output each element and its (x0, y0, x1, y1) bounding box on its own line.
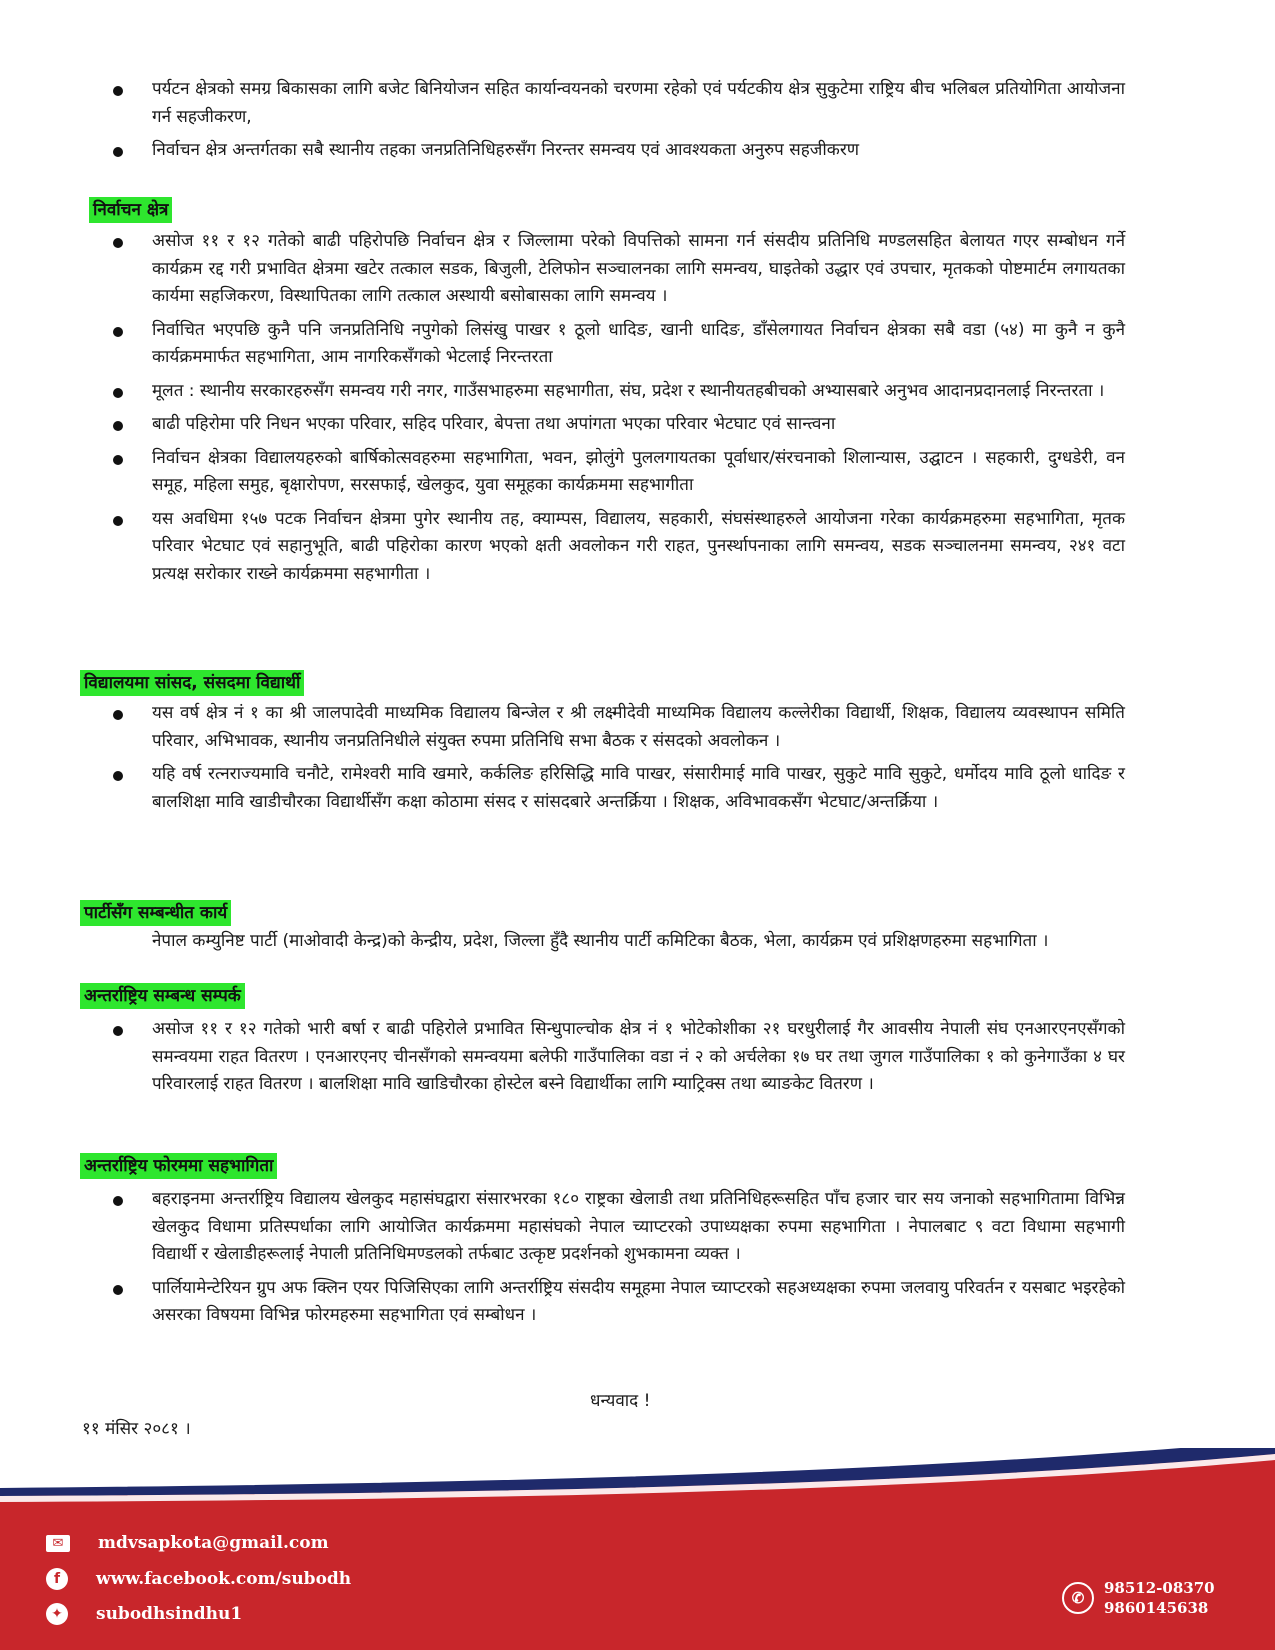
list-item: यस अवधिमा १५७ पटक निर्वाचन क्षेत्रमा पुगेर स्थानीय तह, क्याम्पस, विद्यालय, सहकारी, संघसंस्थाहरुले आयोजना गरेका कार्यक्रमहरुमा सहभागिता, मृतक परिवार भेटघाट एवं सहानुभूति, बाढी पहिरोका कारण भएको क्षती अवलोकन गरी राहत, पुनर्स्थापनाका लागि समन्वय, सडक सञ्चालनमा समन्वय, २४१ वटा प्रत्यक्ष सरोकार राख्ने कार्यक्रममा सहभागीता । (0, 506, 1275, 589)
email-link[interactable]: mdvsapkota@gmail.com (98, 1533, 329, 1553)
phone-contact (1062, 1578, 1215, 1618)
section-body (0, 228, 1275, 588)
list-item: मूलत : स्थानीय सरकारहरुसँग समन्वय गरी नगर, गाउँसभाहरुमा सहभागीता, संघ, प्रदेश र स्थानीयतहबीचको अभ्यासबारे अनुभव आदानप्रदानलाई निरन्तरता । (0, 378, 1275, 406)
document-date: ११ मंसिर २०८१ । (82, 1419, 191, 1439)
phone-number[interactable]: 9860145638 (1104, 1599, 1209, 1617)
list-item: यस वर्ष क्षेत्र नं १ का श्री जालपादेवी माध्यमिक विद्यालय बिन्जेल र श्री लक्ष्मीदेवी माध्यमिक विद्यालय कल्लेरीका विद्यार्थी, शिक्षक, विद्यालय व्यवस्थापन समिति परिवार, अभिभावक, स्थानीय जनप्रतिनिधीले संयुक्त रुपमा प्रतिनिधि सभा बैठक र संसदको अवलोकन । (0, 700, 1275, 755)
list-item: बाढी पहिरोमा परि निधन भएका परिवार, सहिद परिवार, बेपत्ता तथा अपांगता भएका परिवार भेटघाट एवं सान्त्वना (0, 411, 1275, 439)
bullet-icon (113, 710, 123, 720)
bullet-icon (113, 1026, 123, 1036)
facebook-icon: f (46, 1568, 68, 1590)
bullet-icon (113, 147, 123, 157)
email-contact[interactable] (46, 1533, 329, 1553)
bullet-icon (113, 1196, 123, 1206)
section-body (0, 1186, 1275, 1330)
list-item: यहि वर्ष रत्नराज्यमावि चनौटे, रामेश्वरी मावि खमारे, कर्कलिङ हरिसिद्धि मावि पाखर, संसारीमाई मावि पाखर, सुकुटे मावि सुकुटे, धर्मोदय मावि ठूलो धादिङ र बालशिक्षा मावि खाडीचौरका विद्यार्थीसँग कक्षा कोठामा संसद र सांसदबारे अन्तर्क्रिया । शिक्षक, अविभावकसँग भेटघाट/अन्तर्क्रिया । (0, 761, 1275, 816)
phone-number[interactable]: 98512-08370 (1104, 1579, 1215, 1597)
list-item: असोज ११ र १२ गतेको भारी बर्षा र बाढी पहिरोले प्रभावित सिन्धुपाल्चोक क्षेत्र नं १ भोटेकोशीका २१ घरधुरीलाई गैर आवसीय नेपाली संघ एनआरएनएसँगको समन्वयमा राहत वितरण । एनआरएनए चीनसँगको समन्वयमा बलेफी गाउँपालिका वडा नं २ को अर्चलेका १७ घर तथा जुगल गाउँपालिका १ को कुनेगाउँका ४ घर परिवारलाई राहत वितरण । बालशिक्षा मावि खाडिचौरका होस्टेल बस्ने विद्यार्थीका लागि म्याट्रिक्स तथा ब्याङकेट वितरण । (0, 1016, 1275, 1099)
list-item: पार्लियामेन्टेरियन ग्रुप अफ क्लिन एयर पिजिसिएका लागि अन्तर्राष्ट्रिय संसदीय समूहमा नेपाल च्याप्टरको सहअध्यक्षका रुपमा जलवायु परिवर्तन र यसबाट भइरहेको असरका विषयमा विभिन्न फोरमहरुमा सहभागिता एवं सम्बोधन । (0, 1275, 1275, 1330)
section-heading: विद्यालयमा सांसद, संसदमा विद्यार्थी (80, 670, 304, 696)
list-item: पर्यटन क्षेत्रको समग्र बिकासका लागि बजेट बिनियोजन सहित कार्यान्वयनको चरणमा रहेको एवं पर्यटकीय क्षेत्र सुकुटेमा राष्ट्रिय बीच भलिबल प्रतियोगिता आयोजना गर्न सहजीकरण, (0, 76, 1275, 131)
bullet-icon (113, 1285, 123, 1295)
twitter-icon: ✦ (46, 1603, 68, 1625)
section-body (0, 1016, 1275, 1099)
bullet-icon (113, 327, 123, 337)
phone-numbers (1104, 1578, 1215, 1618)
bullet-icon (113, 238, 123, 248)
list-item: निर्वाचन क्षेत्रका विद्यालयहरुको बार्षिकोत्सवहरुमा सहभागिता, भवन, झोलुंगे पुललगायतका पूर्वाधार/संरचनाको शिलान्यास, उद्घाटन । सहकारी, दुग्धडेरी, वन समूह, महिला समुह, बृक्षारोपण, सरसफाई, खेलकुद, युवा समूहका कार्यक्रममा सहभागीता (0, 445, 1275, 500)
facebook-link[interactable]: www.facebook.com/subodh (96, 1569, 352, 1589)
section-heading: पार्टीसँग सम्बन्धीत कार्य (80, 900, 231, 926)
bullet-icon (113, 86, 123, 96)
section-heading: निर्वाचन क्षेत्र (89, 197, 172, 223)
bullet-icon (113, 388, 123, 398)
list-item: असोज ११ र १२ गतेको बाढी पहिरोपछि निर्वाचन क्षेत्र र जिल्लामा परेको विपत्तिको सामना गर्न संसदीय प्रतिनिधि मण्डलसहित बेलायत गएर सम्बोधन गर्ने कार्यक्रम रद्द गरी प्रभावित क्षेत्रमा खटेर तत्काल सडक, बिजुली, टेलिफोन सञ्चालनका लागि समन्वय, घाइतेको उद्धार एवं उपचार, मृतकको पोष्टमार्टम लगायतका कार्यमा सहजिकरण, विस्थापितका लागि तत्काल अस्थायी बसोबासका लागि समन्वय । (0, 228, 1275, 311)
bullet-icon (113, 421, 123, 431)
bullet-icon (113, 516, 123, 526)
closing-thanks: धन्यवाद ! (590, 1391, 651, 1411)
list-item: निर्वाचित भएपछि कुनै पनि जनप्रतिनिधि नपुगेको लिसंखु पाखर १ ठूलो धादिङ, खानी धादिङ, डाँसेलगायत निर्वाचन क्षेत्रका सबै वडा (५४) मा कुनै न कुनै कार्यक्रममार्फत सहभागिता, आम नागरिकसँगको भेटलाई निरन्तरता (0, 317, 1275, 372)
bullet-icon (113, 771, 123, 781)
section-heading: अन्तर्राष्ट्रिय फोरममा सहभागिता (80, 1153, 277, 1179)
twitter-contact[interactable] (46, 1603, 242, 1625)
twitter-link[interactable]: subodhsindhu1 (96, 1604, 243, 1624)
section-body (0, 700, 1275, 816)
phone-icon: ✆ (1062, 1582, 1094, 1614)
bullet-icon (113, 455, 123, 465)
list-item: निर्वाचन क्षेत्र अन्तर्गतका सबै स्थानीय तहका जनप्रतिनिधिहरुसँग निरन्तर समन्वय एवं आवश्यकता अनुरुप सहजीकरण (0, 137, 1275, 165)
section-heading: अन्तर्राष्ट्रिय सम्बन्ध सम्पर्क (80, 983, 245, 1009)
intro-section (0, 76, 1275, 165)
section-paragraph: नेपाल कम्युनिष्ट पार्टी (माओवादी केन्द्र)को केन्द्रीय, प्रदेश, जिल्ला हुँदै स्थानीय पार्टी कमिटिका बैठक, भेला, कार्यक्रम एवं प्रशिक्षणहरुमा सहभागिता । (152, 931, 1049, 951)
list-item: बहराइनमा अन्तर्राष्ट्रिय विद्यालय खेलकुद महासंघद्वारा संसारभरका १८० राष्ट्रका खेलाडी तथा प्रतिनिधिहरूसहित पाँच हजार चार सय जनाको सहभागितामा विभिन्न खेलकुद विधामा प्रतिस्पर्धाका लागि आयोजित कार्यक्रममा महासंघको नेपाल च्याप्टरको उपाध्यक्षका रुपमा सहभागिता । नेपालबाट ९ वटा विधामा सहभागी विद्यार्थी र खेलाडीहरूलाई नेपाली प्रतिनिधिमण्डलको तर्फबाट उत्कृष्ट प्रदर्शनको शुभकामना व्यक्त । (0, 1186, 1275, 1269)
mail-icon: ✉ (46, 1535, 70, 1552)
facebook-contact[interactable] (46, 1568, 351, 1590)
